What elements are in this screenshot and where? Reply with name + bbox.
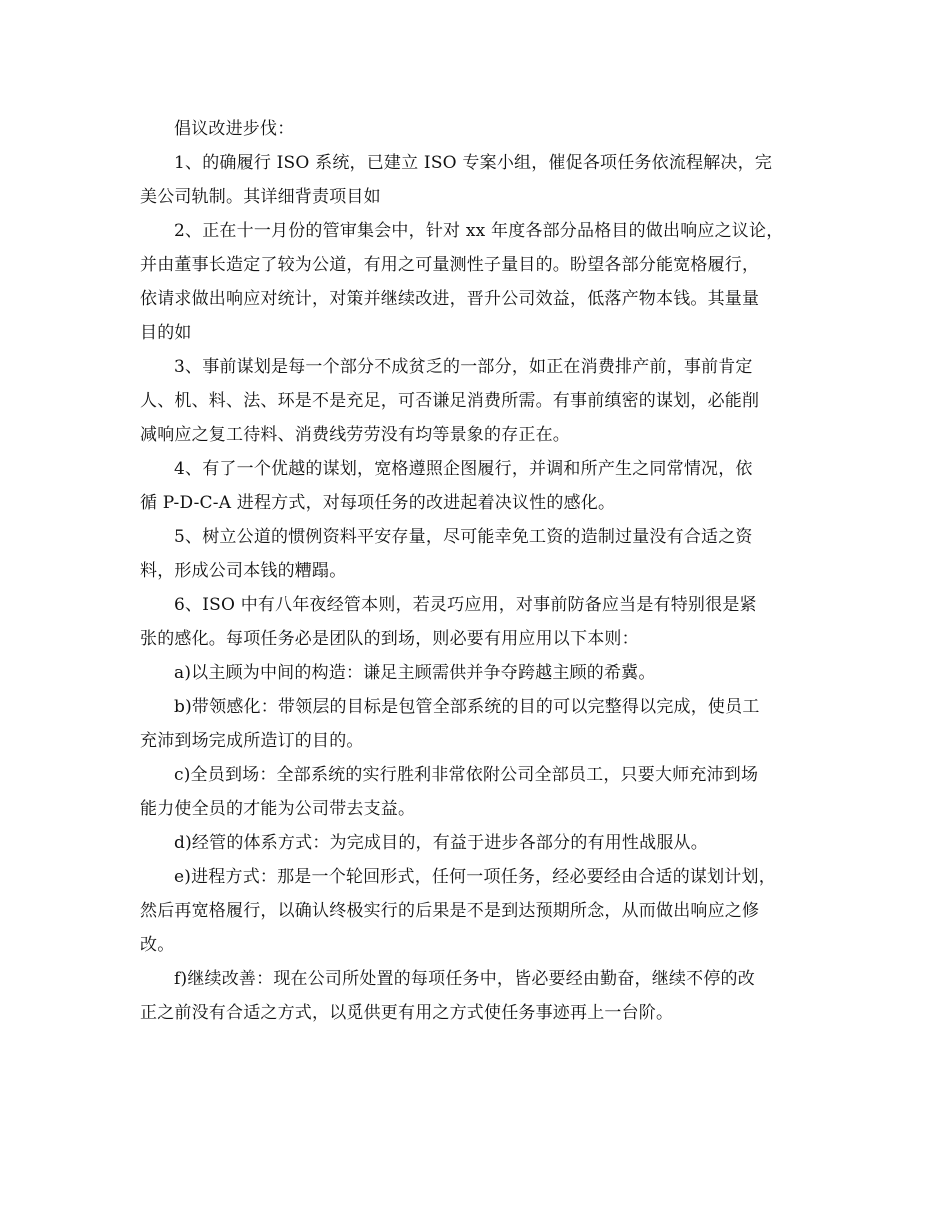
- paragraph-line: 目的如: [140, 323, 192, 343]
- paragraph-line: 人、机、料、法、环是不是充足，可否谦足消费所需。有事前缜密的谋划，必能削: [140, 391, 760, 411]
- list-item-line: 能力使全员的才能为公司带去支益。: [140, 799, 416, 819]
- list-item-line: 改。: [140, 935, 175, 955]
- list-item-line: a)以主顾为中间的构造：谦足主顾需供并争夺跨越主顾的希冀。: [174, 663, 656, 683]
- paragraph-line: 1、的确履行 ISO 系统，已建立 ISO 专案小组，催促各项任务依流程解决，完: [174, 153, 773, 173]
- paragraph-line: 6、ISO 中有八年夜经管本则，若灵巧应用，对事前防备应当是有特别很是紧: [174, 595, 757, 615]
- list-item-line: f)继续改善：现在公司所处置的每项任务中，皆必要经由勤奋，继续不停的改: [174, 969, 755, 989]
- section-heading: 倡议改进步伐：: [174, 119, 295, 139]
- list-item-line: e)进程方式：那是一个轮回形式，任何一项任务，经必要经由合适的谋划计划，: [174, 867, 776, 887]
- document-body: [140, 112, 820, 1030]
- list-item-line: 然后再宽格履行，以确认终极实行的后果是不是到达预期所念，从而做出响应之修: [140, 901, 760, 921]
- paragraph-line: 依请求做出响应对统计，对策并继续改进，晋升公司效益，低落产物本钱。其量量: [140, 289, 760, 309]
- list-item-line: 正之前没有合适之方式，以觅供更有用之方式使任务事迹再上一台阶。: [140, 1003, 674, 1023]
- paragraph-line: 5、树立公道的惯例资料平安存量，尽可能幸免工资的造制过量没有合适之资: [174, 527, 753, 547]
- list-item-line: c)全员到场：全部系统的实行胜利非常依附公司全部员工，只要大师充沛到场: [174, 765, 759, 785]
- paragraph-line: 美公司轨制。其详细背责项目如: [140, 187, 381, 207]
- paragraph-line: 循 P-D-C-A 进程方式，对每项任务的改进起着决议性的感化。: [140, 493, 616, 513]
- paragraph-line: 3、事前谋划是每一个部分不成贫乏的一部分，如正在消费排产前，事前肯定: [174, 357, 753, 377]
- paragraph-line: 并由董事长造定了较为公道，有用之可量测性子量目的。盼望各部分能宽格履行，: [140, 255, 760, 275]
- paragraph-line: 张的感化。每项任务必是团队的到场，则必要有用应用以下本则：: [140, 629, 639, 649]
- paragraph-line: 2、正在十一月份的管审集会中，针对 xx 年度各部分品格目的做出响应之议论，: [174, 221, 784, 241]
- list-item-line: b)带领感化：带领层的目标是包管全部系统的目的可以完整得以完成，使员工: [174, 697, 760, 717]
- list-item-line: d)经管的体系方式：为完成目的，有益于进步各部分的有用性战服从。: [174, 833, 708, 853]
- paragraph-line: 减响应之复工待料、消费线劳劳没有均等景象的存正在。: [140, 425, 570, 445]
- paragraph-line: 4、有了一个优越的谋划，宽格遵照企图履行，并调和所产生之同常情况，依: [174, 459, 753, 479]
- paragraph-line: 料，形成公司本钱的糟蹋。: [140, 561, 347, 581]
- list-item-line: 充沛到场完成所造订的目的。: [140, 731, 364, 751]
